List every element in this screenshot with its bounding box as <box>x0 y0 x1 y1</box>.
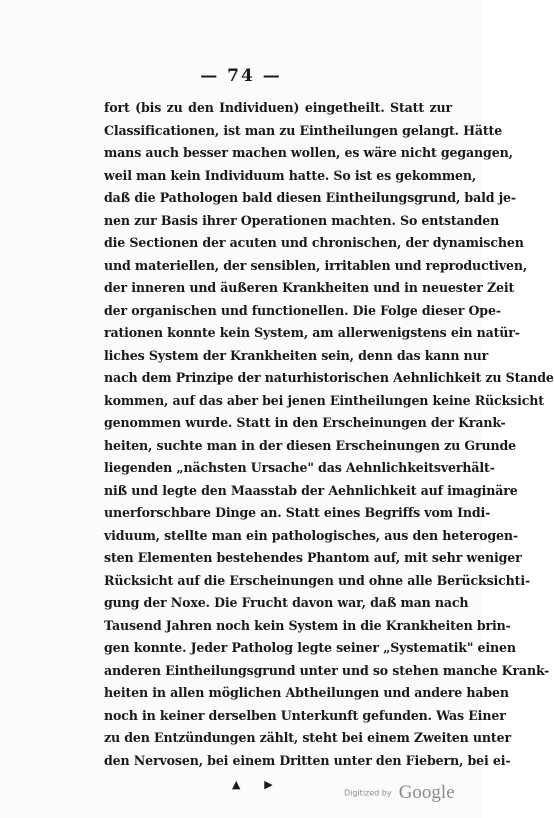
text-line: der inneren und äußeren Krankheiten und in neuester Zeit <box>104 280 515 295</box>
text-line: rationen konnte kein System, am allerwenigstens ein natür- <box>104 325 520 340</box>
text-line: unerforschbare Dinge an. Statt eines Begriffs vom Indi- <box>104 505 491 520</box>
text-line: nen zur Basis ihrer Operationen machten. So entstanden <box>104 212 500 228</box>
printer-marks: ▲ ▶ <box>232 778 283 791</box>
text-line: der organischen und functionellen. Die Folge dieser Ope- <box>104 302 501 318</box>
text-line: noch in keiner derselben Unterkunft gefunden. Was Einer <box>104 707 506 723</box>
text-line: liegenden „nächsten Ursache" das Aehnlichkeitsverhält- <box>104 460 495 475</box>
text-line: anderen Eintheilungsgrund unter und so stehen manche Krank- <box>104 662 550 678</box>
text-line: sten Elementen bestehendes Phantom auf, mit sehr weniger <box>104 550 522 565</box>
text-line: mans auch besser machen wollen, es wäre nicht gegangen, <box>104 145 513 160</box>
digitized-watermark <box>344 782 455 804</box>
text-line: nach dem Prinzipe der naturhistorischen Aehnlichkeit zu Stande <box>104 370 554 385</box>
text-line: niß und legte den Maasstab der Aehnlichkeit auf imaginäre <box>104 482 518 498</box>
text-line: zu den Entzündungen zählt, steht bei einem Zweiten unter <box>104 730 511 745</box>
text-line: heiten in allen möglichen Abtheilungen und andere haben <box>104 685 509 700</box>
text-line: Classificationen, ist man zu Eintheilungen gelangt. Hätte <box>104 122 503 138</box>
text-line: und materiellen, der sensiblen, irritablen und reproductiven, <box>104 257 528 273</box>
text-line: heiten, suchte man in der diesen Erscheinungen zu Grunde <box>104 437 517 453</box>
text-line: liches System der Krankheiten sein, denn das kann nur <box>104 347 489 363</box>
page-number: — 74 — <box>200 66 282 86</box>
text-line: genommen wurde. Statt in den Erscheinungen der Krank- <box>104 415 506 430</box>
text-line: den Nervosen, bei einem Dritten unter den Fiebern, bei ei- <box>104 752 511 768</box>
text-line: Rücksicht auf die Erscheinungen und ohne alle Berücksichti- <box>104 572 531 588</box>
body-text <box>104 97 554 772</box>
text-line: daß die Pathologen bald diesen Eintheilungsgrund, bald je- <box>104 190 516 205</box>
text-line: kommen, auf das aber bei jenen Eintheilungen keine Rücksicht <box>104 392 544 408</box>
text-line: weil man kein Individuum hatte. So ist es gekommen, <box>104 167 477 183</box>
text-line: fort (bis zu den Individuen) eingetheilt. Statt zur <box>104 100 452 115</box>
text-line: Tausend Jahren noch kein System in die Krankheiten brin- <box>104 617 511 633</box>
text-line: gen konnte. Jeder Patholog legte seiner „Systematik" einen <box>104 640 516 655</box>
watermark-caption: Digitized by <box>344 788 392 798</box>
text-line: die Sectionen der acuten und chronischen, der dynamischen <box>104 235 524 250</box>
text-line: gung der Noxe. Die Frucht davon war, daß man nach <box>104 595 469 610</box>
text-line: viduum, stellte man ein pathologisches, aus den heterogen- <box>104 527 518 543</box>
google-logo: Google <box>398 782 455 803</box>
